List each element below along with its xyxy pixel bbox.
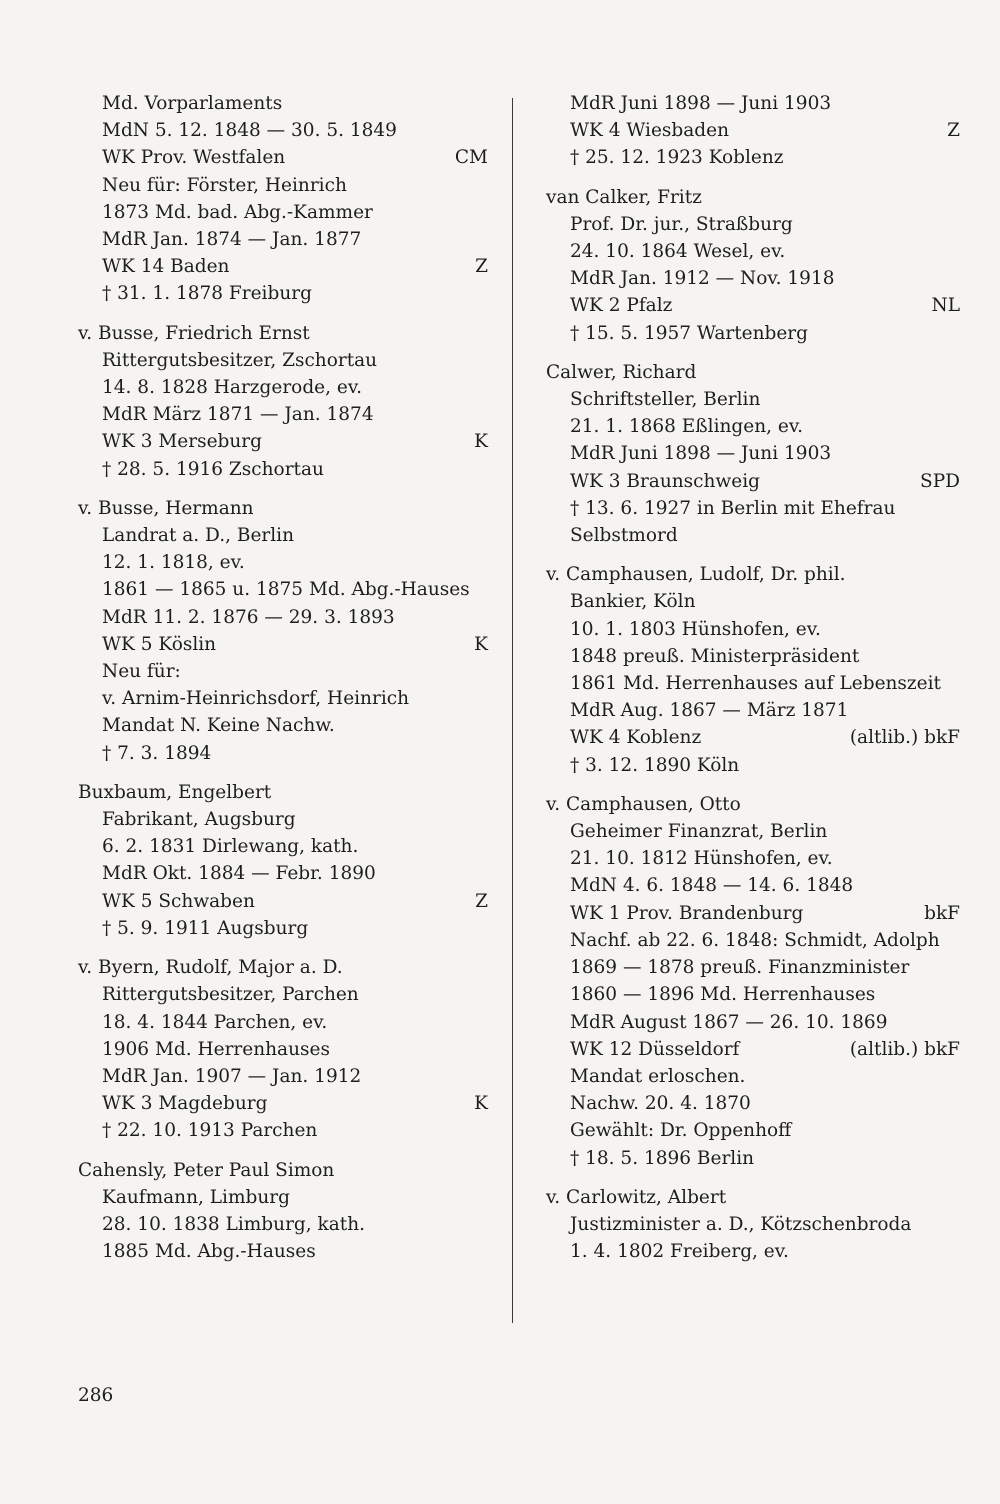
entry-text: WK 3 Merseburg <box>102 431 262 453</box>
entry-text: Selbstmord <box>570 525 678 547</box>
biography-entry <box>78 90 488 308</box>
entry-line <box>546 1009 960 1036</box>
entry-text: Neu für: Förster, Heinrich <box>102 174 347 196</box>
entry-line <box>78 253 488 280</box>
entry-text: 1885 Md. Abg.-Hauses <box>102 1241 316 1263</box>
entry-text: v. Byern, Rudolf, Major a. D. <box>78 957 343 979</box>
entry-text: 1869 — 1878 preuß. Finanzminister <box>570 957 910 979</box>
entry-line <box>78 740 488 767</box>
entry-line <box>78 1211 488 1238</box>
entry-text: WK 3 Magdeburg <box>102 1093 268 1115</box>
entry-text: v. Carlowitz, Albert <box>546 1186 727 1208</box>
entry-line <box>78 522 488 549</box>
entry-text: MdR Jan. 1907 — Jan. 1912 <box>102 1065 362 1087</box>
entry-text: 1906 Md. Herrenhauses <box>102 1038 330 1060</box>
entry-name <box>78 1157 488 1184</box>
entry-text: Prof. Dr. jur., Straßburg <box>570 213 793 235</box>
entry-text: MdR Okt. 1884 — Febr. 1890 <box>102 863 376 885</box>
entry-text: Calwer, Richard <box>546 361 697 383</box>
entry-text: Mandat N. Keine Nachw. <box>102 715 335 737</box>
entry-text: Cahensly, Peter Paul Simon <box>78 1159 335 1181</box>
entry-text: 21. 1. 1868 Eßlingen, ev. <box>570 416 803 438</box>
entry-text: Rittergutsbesitzer, Parchen <box>102 984 359 1006</box>
entry-text: MdR August 1867 — 26. 10. 1869 <box>570 1011 888 1033</box>
entry-text: v. Busse, Friedrich Ernst <box>78 322 310 344</box>
biography-entry <box>546 561 960 779</box>
column-divider <box>512 98 513 1323</box>
entry-text: MdR 11. 2. 1876 — 29. 3. 1893 <box>102 606 395 628</box>
entry-line <box>546 927 960 954</box>
entry-text: Gewählt: Dr. Oppenhoff <box>570 1120 792 1142</box>
entry-line <box>546 1063 960 1090</box>
entry-line <box>78 90 488 117</box>
entry-text: Landrat a. D., Berlin <box>102 525 295 547</box>
entry-line <box>78 456 488 483</box>
entry-line <box>78 806 488 833</box>
entry-text: 18. 4. 1844 Parchen, ev. <box>102 1011 328 1033</box>
entry-text: MdN 4. 6. 1848 — 14. 6. 1848 <box>570 875 854 897</box>
entry-line <box>546 954 960 981</box>
entry-line <box>546 900 960 927</box>
entry-text: WK 12 Düsseldorf <box>570 1038 740 1060</box>
entry-text: 1873 Md. bad. Abg.-Kammer <box>102 201 373 223</box>
entry-line <box>546 724 960 751</box>
entry-line <box>546 981 960 1008</box>
party-label: K <box>474 431 488 453</box>
entry-name <box>78 954 488 981</box>
entry-text: 21. 10. 1812 Hünshofen, ev. <box>570 848 833 870</box>
entry-name <box>78 779 488 806</box>
entry-text: MdR Aug. 1867 — März 1871 <box>570 700 849 722</box>
entry-line <box>78 981 488 1008</box>
entry-text: 1848 preuß. Ministerpräsident <box>570 645 860 667</box>
entry-line <box>546 616 960 643</box>
entry-text: 24. 10. 1864 Wesel, ev. <box>570 241 786 263</box>
entry-line <box>78 172 488 199</box>
entry-line <box>546 588 960 615</box>
entry-line <box>546 144 960 171</box>
entry-line <box>78 576 488 603</box>
biography-entry <box>546 90 960 172</box>
entry-text: † 5. 9. 1911 Augsburg <box>102 917 309 939</box>
entry-line <box>78 1036 488 1063</box>
entry-line <box>78 226 488 253</box>
entry-text: † 7. 3. 1894 <box>102 742 212 764</box>
entry-line <box>546 643 960 670</box>
entry-text: 10. 1. 1803 Hünshofen, ev. <box>570 618 821 640</box>
entry-text: MdR Juni 1898 — Juni 1903 <box>570 93 832 114</box>
entry-text: Rittergutsbesitzer, Zschortau <box>102 349 378 371</box>
entry-line <box>546 413 960 440</box>
entry-text: v. Arnim-Heinrichsdorf, Heinrich <box>102 688 410 710</box>
party-label: bkF <box>924 902 960 924</box>
entry-text: † 13. 6. 1927 in Berlin mit Ehefrau <box>570 497 896 519</box>
entry-name <box>78 495 488 522</box>
entry-text: 14. 8. 1828 Harzgerode, ev. <box>102 377 362 399</box>
entry-line <box>78 347 488 374</box>
party-label: (altlib.) bkF <box>849 1038 960 1060</box>
entry-line <box>78 1090 488 1117</box>
entry-line <box>78 1009 488 1036</box>
entry-text: Neu für: <box>102 661 181 683</box>
biography-entry <box>78 1157 488 1266</box>
entry-text: WK 4 Wiesbaden <box>570 120 729 142</box>
entry-line <box>546 211 960 238</box>
entry-name <box>78 320 488 347</box>
biography-entry <box>78 320 488 483</box>
entry-text: † 31. 1. 1878 Freiburg <box>102 283 312 305</box>
entry-text: † 22. 10. 1913 Parchen <box>102 1120 318 1142</box>
entry-text: † 28. 5. 1916 Zschortau <box>102 458 324 480</box>
entry-text: 1. 4. 1802 Freiberg, ev. <box>570 1241 789 1263</box>
entry-line <box>546 818 960 845</box>
entry-text: 12. 1. 1818, ev. <box>102 552 245 574</box>
entry-line <box>78 401 488 428</box>
entry-text: † 18. 5. 1896 Berlin <box>570 1147 755 1169</box>
entry-text: 28. 10. 1838 Limburg, kath. <box>102 1213 365 1235</box>
party-label: K <box>474 633 488 655</box>
biography-entry <box>546 359 960 549</box>
entry-text: † 15. 5. 1957 Wartenberg <box>570 322 808 344</box>
entry-line <box>546 90 960 117</box>
entry-name <box>546 359 960 386</box>
entry-line <box>78 1117 488 1144</box>
entry-name <box>546 184 960 211</box>
party-label: Z <box>947 120 960 142</box>
entry-line <box>78 428 488 455</box>
entry-line <box>546 117 960 144</box>
entry-line <box>546 1145 960 1172</box>
entry-text: WK 1 Prov. Brandenburg <box>570 902 804 924</box>
party-label: Z <box>475 256 488 278</box>
entry-line <box>78 144 488 171</box>
party-label: Z <box>475 890 488 912</box>
entry-line <box>78 833 488 860</box>
biography-entry <box>546 184 960 347</box>
entry-name <box>546 1184 960 1211</box>
biography-entry <box>546 791 960 1172</box>
entry-line <box>546 495 960 522</box>
entry-text: van Calker, Fritz <box>546 186 702 208</box>
entry-line <box>546 697 960 724</box>
entry-line <box>78 1184 488 1211</box>
entry-name <box>546 791 960 818</box>
entry-text: v. Camphausen, Ludolf, Dr. phil. <box>546 564 846 586</box>
entry-line <box>546 265 960 292</box>
entry-text: 1860 — 1896 Md. Herrenhauses <box>570 984 876 1006</box>
entry-line <box>546 468 960 495</box>
entry-text: Justizminister a. D., Kötzschenbroda <box>570 1213 912 1235</box>
entry-text: WK 4 Koblenz <box>570 727 702 749</box>
entry-line <box>546 1238 960 1265</box>
entry-line <box>78 117 488 144</box>
entry-text: WK Prov. Westfalen <box>102 147 286 169</box>
entry-text: MdR Jan. 1874 — Jan. 1877 <box>102 229 362 251</box>
party-label: CM <box>454 147 488 169</box>
entry-line <box>78 888 488 915</box>
biography-entry <box>78 954 488 1144</box>
entry-line <box>546 440 960 467</box>
entry-line <box>78 604 488 631</box>
biography-entry <box>78 495 488 767</box>
entry-text: † 3. 12. 1890 Köln <box>570 754 740 776</box>
entry-text: MdR März 1871 — Jan. 1874 <box>102 404 374 426</box>
entry-line <box>78 915 488 942</box>
entry-text: Fabrikant, Augsburg <box>102 809 296 831</box>
entry-text: MdN 5. 12. 1848 — 30. 5. 1849 <box>102 120 397 142</box>
entry-line <box>78 685 488 712</box>
entry-text: WK 5 Köslin <box>102 633 217 655</box>
biography-entry <box>78 779 488 942</box>
entry-line <box>78 1063 488 1090</box>
entry-line <box>546 1036 960 1063</box>
entry-line <box>78 1238 488 1265</box>
entry-text: 1861 Md. Herrenhauses auf Lebenszeit <box>570 673 941 695</box>
entry-text: MdR Juni 1898 — Juni 1903 <box>570 443 832 465</box>
entry-line <box>546 238 960 265</box>
entry-line <box>546 872 960 899</box>
entry-line <box>546 845 960 872</box>
party-label: NL <box>931 295 960 317</box>
entry-line <box>546 320 960 347</box>
entry-text: Mandat erloschen. <box>570 1065 746 1087</box>
entry-line <box>546 670 960 697</box>
entry-text: Nachw. 20. 4. 1870 <box>570 1093 751 1115</box>
party-label: (altlib.) bkF <box>849 727 960 749</box>
entry-text: Buxbaum, Engelbert <box>78 781 272 803</box>
biography-entry <box>546 1184 960 1266</box>
entry-text: MdR Jan. 1912 — Nov. 1918 <box>570 268 835 290</box>
entry-line <box>546 522 960 549</box>
entry-text: v. Camphausen, Otto <box>546 793 741 815</box>
entry-line <box>546 752 960 779</box>
entry-text: † 25. 12. 1923 Koblenz <box>570 147 784 169</box>
left-column <box>78 90 488 1277</box>
entry-line <box>546 386 960 413</box>
entry-line <box>78 712 488 739</box>
page-number: 286 <box>78 1385 114 1406</box>
entry-line <box>78 280 488 307</box>
entry-text: WK 14 Baden <box>102 256 230 278</box>
entry-text: WK 2 Pfalz <box>570 295 673 317</box>
entry-line <box>78 199 488 226</box>
entry-line <box>546 1211 960 1238</box>
entry-line <box>78 860 488 887</box>
entry-text: Nachf. ab 22. 6. 1848: Schmidt, Adolph <box>570 929 940 951</box>
entry-line <box>78 374 488 401</box>
entry-text: v. Busse, Hermann <box>78 497 254 519</box>
entry-line <box>546 1090 960 1117</box>
entry-line <box>78 549 488 576</box>
entry-name <box>546 561 960 588</box>
entry-text: 6. 2. 1831 Dirlewang, kath. <box>102 836 359 858</box>
entry-text: Schriftsteller, Berlin <box>570 389 761 411</box>
entry-line <box>78 631 488 658</box>
entry-text: Bankier, Köln <box>570 591 696 613</box>
entry-line <box>546 1117 960 1144</box>
entry-text: 1861 — 1865 u. 1875 Md. Abg.-Hauses <box>102 579 470 601</box>
entry-text: Geheimer Finanzrat, Berlin <box>570 821 828 843</box>
right-column <box>546 90 960 1277</box>
entry-line <box>78 658 488 685</box>
entry-text: Kaufmann, Limburg <box>102 1186 290 1208</box>
entry-text: WK 5 Schwaben <box>102 890 255 912</box>
entry-text: WK 3 Braunschweig <box>570 470 760 492</box>
party-label: SPD <box>920 470 960 492</box>
entry-text: Md. Vorparlaments <box>102 93 283 114</box>
entry-line <box>546 292 960 319</box>
party-label: K <box>474 1093 488 1115</box>
